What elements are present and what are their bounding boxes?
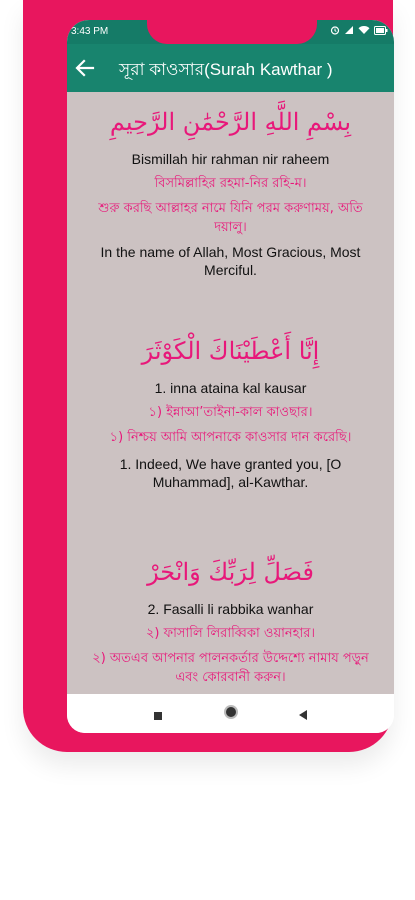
- bangla-pronunciation: ১) ইন্নাআ’তাইনা-কাল কাওছার।: [148, 405, 313, 420]
- status-time: 3:43 PM: [71, 26, 109, 37]
- verse-block-2: [73, 556, 388, 687]
- arabic-text: بِسْمِ اللَّهِ الرَّحْمَٰنِ الرَّحِيمِ: [109, 108, 352, 136]
- system-nav-bar: [67, 694, 394, 733]
- english-meaning: 1. Indeed, We have granted you, [O Muhammad], al-Kawthar.: [119, 456, 342, 490]
- arabic-text: إِنَّا أَعْطَيْنَاكَ الْكَوْثَرَ: [141, 337, 320, 365]
- wifi-icon: [358, 25, 370, 38]
- square-icon: [153, 711, 163, 721]
- bangla-pronunciation: ২) ফাসালি লিরাব্বিকা ওয়ানহার।: [145, 626, 316, 641]
- bangla-meaning: শুরু করছি আল্লাহর নামে যিনি পরম করুণাময়, অতি দয়ালু।: [98, 201, 363, 235]
- verse-block-1: [73, 335, 388, 491]
- transliteration: 1. inna ataina kal kausar: [154, 380, 307, 396]
- circle-icon: [223, 704, 239, 720]
- arrow-left-icon: [73, 56, 97, 80]
- back-button[interactable]: [73, 56, 97, 80]
- bangla-pronunciation: বিসমিল্লাহির রহমা-নির রহি-ম।: [154, 176, 307, 191]
- status-bar: [67, 20, 394, 44]
- home-button[interactable]: [223, 704, 239, 724]
- triangle-left-icon: [297, 709, 309, 721]
- signal-icon: [344, 25, 354, 38]
- arabic-text: فَصَلِّ لِرَبِّكَ وَانْحَرْ: [147, 558, 314, 586]
- camera-notch: [147, 20, 317, 44]
- verse-card: [67, 98, 394, 694]
- bangla-meaning: ১) নিশ্চয় আমি আপনাকে কাওসার দান করেছি।: [109, 430, 352, 445]
- battery-icon: [374, 26, 388, 38]
- recent-apps-button[interactable]: [153, 706, 163, 725]
- page-title: সূরা কাওসার(Surah Kawthar ): [119, 60, 333, 79]
- app-bar: [67, 44, 394, 92]
- bangla-meaning: ২) অতএব আপনার পালনকর্তার উদ্দেশ্যে নামায পড়ুন এবং কোরবানী করুন।: [92, 651, 369, 685]
- transliteration: Bismillah hir rahman nir raheem: [131, 151, 330, 167]
- verse-content[interactable]: [67, 92, 394, 694]
- verse-block-bismillah: [73, 106, 388, 279]
- english-meaning: In the name of Allah, Most Gracious, Most Merciful.: [100, 244, 361, 278]
- status-icons: [330, 25, 388, 38]
- transliteration: 2. Fasalli li rabbika wanhar: [147, 601, 314, 617]
- phone-frame: [23, 0, 393, 752]
- alarm-icon: [330, 25, 340, 38]
- system-back-button[interactable]: [297, 706, 309, 725]
- phone-screen: [67, 20, 394, 733]
